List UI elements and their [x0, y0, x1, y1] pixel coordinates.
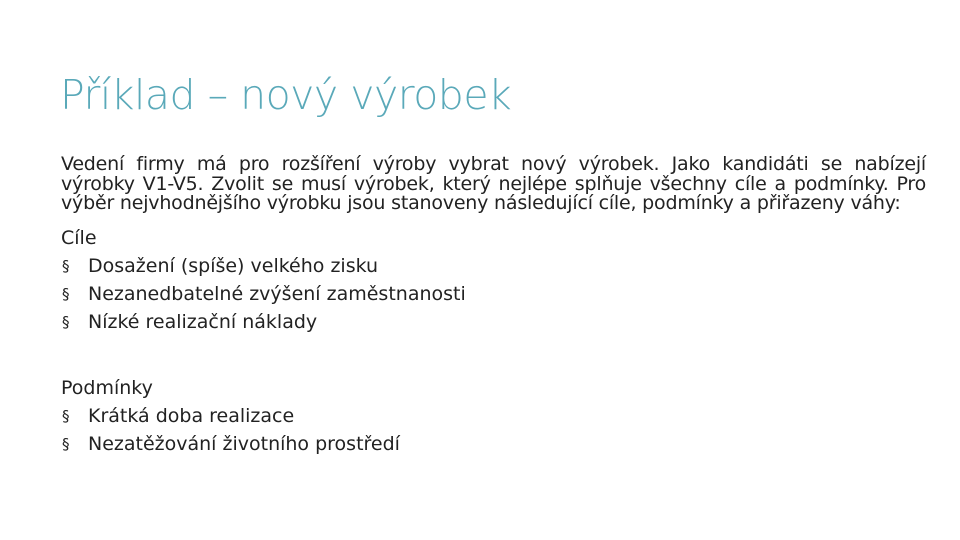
slide-title: Příklad – nový výrobek [60, 71, 512, 119]
list-item [61, 402, 926, 430]
list-item [61, 280, 926, 308]
goal-text: Dosažení (spíše) velkého zisku [88, 254, 379, 277]
list-item [61, 308, 926, 336]
intro-paragraph: Vedení firmy má pro rozšíření výroby vybrat nový výrobek. Jako kandidáti se nabízejí výrobky V1-V5. Zvolit se musí výrobek, který nejlépe splňuje všechny cíle a podmínky. Pro výběr nejvhodnějšího výrobku jsou stanoveny následující cíle, podmínky a přiřazeny váhy: [61, 153, 926, 214]
condition-text: Nezatěžování životního prostředí [88, 432, 400, 455]
section-bullet-icon: § [62, 256, 70, 275]
goal-text: Nízké realizační náklady [88, 310, 318, 333]
slide-body [61, 155, 926, 458]
section-bullet-icon: § [62, 312, 70, 331]
goals-list [61, 252, 926, 336]
conditions-list [61, 402, 926, 458]
condition-text: Krátká doba realizace [88, 404, 295, 427]
conditions-heading: Podmínky [61, 376, 153, 399]
section-bullet-icon: § [62, 406, 70, 425]
list-item [61, 252, 926, 280]
goals-heading: Cíle [61, 226, 97, 249]
section-bullet-icon: § [62, 284, 70, 303]
goal-text: Nezanedbatelné zvýšení zaměstnanosti [88, 282, 466, 305]
list-item [61, 430, 926, 458]
section-bullet-icon: § [62, 434, 70, 453]
